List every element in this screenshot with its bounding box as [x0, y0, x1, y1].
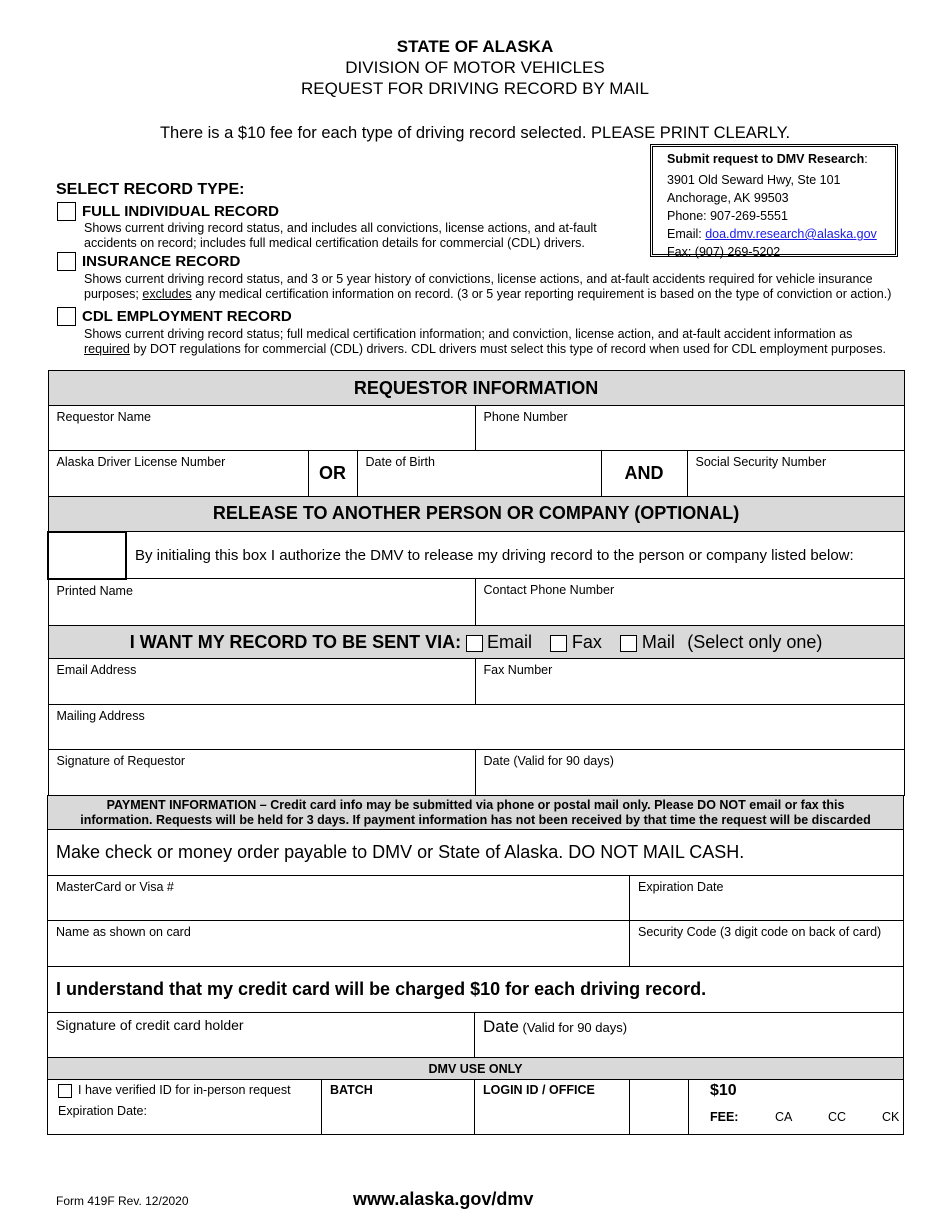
phone-number-field[interactable]: Phone Number	[475, 406, 904, 451]
submit-request-box	[650, 144, 898, 257]
fee-cc: CC	[828, 1110, 847, 1124]
form-title: STATE OF ALASKA	[396, 37, 554, 56]
cdl-record-desc-1: Shows current driving record status; full medical certification information; and conviction, license action, and at-fault accident information as	[84, 327, 853, 341]
insurance-record-desc-2: purposes; excludes any medical certification information on record. (3 or 5 year reporting requirement is based on the type of conviction or action.)	[84, 287, 892, 301]
fee-ca: CA	[775, 1110, 793, 1124]
name-on-card-field[interactable]: Name as shown on card	[48, 921, 630, 967]
requestor-heading: REQUESTOR INFORMATION	[48, 371, 904, 406]
submit-address-line1: 3901 Old Seward Hwy, Ste 101	[667, 173, 841, 187]
delivery-method-row	[48, 626, 904, 659]
cdl-record-desc-2: required by DOT regulations for commercial (CDL) drivers. CDL drivers must select this type of record when used for CDL employment purposes.	[84, 342, 886, 356]
mail-option-label: Mail	[641, 631, 675, 652]
record-type-heading: SELECT RECORD TYPE:	[56, 181, 245, 198]
insurance-record-title: INSURANCE RECORD	[82, 253, 241, 270]
payment-table	[47, 795, 904, 1135]
fee-ck: CK	[882, 1110, 900, 1124]
dmv-fee-cell	[630, 1080, 904, 1135]
fax-checkbox[interactable]	[550, 635, 567, 652]
request-form-table	[47, 370, 905, 796]
date-of-birth-field[interactable]: Date of Birth	[357, 451, 601, 497]
payment-heading-line1: PAYMENT INFORMATION – Credit card info may be submitted via phone or postal mail only. Please DO NOT email or fax this	[106, 798, 845, 812]
initials-box[interactable]	[48, 532, 126, 579]
requestor-signature-field[interactable]: Signature of Requestor	[48, 750, 475, 796]
cdl-record-title: CDL EMPLOYMENT RECORD	[82, 308, 292, 325]
dmv-use-heading: DMV USE ONLY	[48, 1058, 904, 1080]
batch-field: BATCH	[322, 1080, 475, 1135]
full-record-desc-2: accidents on record; includes full medical certification details for commercial (CDL) drivers.	[84, 236, 585, 250]
dmv-id-verification-cell	[48, 1080, 322, 1135]
dmv-expiration-label: Expiration Date:	[58, 1103, 147, 1118]
charge-acknowledgement: I understand that my credit card will be charged $10 for each driving record.	[48, 967, 904, 1013]
form-subtitle: REQUEST FOR DRIVING RECORD BY MAIL	[301, 79, 649, 98]
verified-id-checkbox[interactable]	[58, 1084, 72, 1098]
payment-info-heading	[48, 796, 904, 830]
full-record-title: FULL INDIVIDUAL RECORD	[82, 203, 279, 220]
contact-phone-field[interactable]: Contact Phone Number	[475, 579, 904, 626]
payment-heading-line2: information. Requests will be held for 3 days. If payment information has not been received by that time the request will be discarded	[80, 813, 871, 827]
and-label: AND	[601, 451, 687, 497]
fax-option-label: Fax	[571, 631, 602, 652]
fee-notice: There is a $10 fee for each type of driving record selected. PLEASE PRINT CLEARLY.	[159, 124, 791, 142]
printed-name-field[interactable]: Printed Name	[48, 579, 475, 626]
fax-number-field[interactable]: Fax Number	[475, 659, 904, 705]
release-heading: RELEASE TO ANOTHER PERSON OR COMPANY (OPTIONAL)	[48, 497, 904, 532]
fee-amount: $10	[710, 1082, 737, 1099]
select-one-note: (Select only one)	[687, 631, 823, 652]
insurance-record-checkbox[interactable]	[57, 252, 76, 271]
security-code-field[interactable]: Security Code (3 digit code on back of card)	[630, 921, 904, 967]
card-number-field[interactable]: MasterCard or Visa #	[48, 876, 630, 921]
form-number: Form 419F Rev. 12/2020	[56, 1194, 189, 1208]
release-authorization-text: By initialing this box I authorize the DMV to release my driving record to the person or company listed below:	[126, 532, 904, 579]
submit-box-title: Submit request to DMV Research	[667, 152, 865, 166]
submit-email-label: Email:	[667, 227, 706, 241]
signature-date-field[interactable]: Date (Valid for 90 days)	[475, 750, 904, 796]
dmv-website[interactable]: www.alaska.gov/dmv	[353, 1189, 534, 1209]
or-label: OR	[308, 451, 357, 497]
full-record-checkbox[interactable]	[57, 202, 76, 221]
email-checkbox[interactable]	[466, 635, 483, 652]
submit-fax: Fax: (907) 269-5202	[667, 245, 781, 259]
submit-address-line2: Anchorage, AK 99503	[667, 191, 789, 205]
cdl-record-checkbox[interactable]	[57, 307, 76, 326]
insurance-record-desc-1: Shows current driving record status, and 3 or 5 year history of convictions, license actions, and at-fault accidents required for vehicle insurance	[84, 272, 873, 286]
fee-label: FEE:	[710, 1110, 739, 1124]
submit-box-colon: :	[864, 152, 868, 166]
email-address-field[interactable]: Email Address	[48, 659, 475, 705]
full-record-desc-1: Shows current driving record status, and includes all convictions, license actions, and at-fault	[84, 221, 597, 235]
card-signature-date-field[interactable]: Date (Valid for 90 days)	[475, 1013, 904, 1058]
card-expiration-field[interactable]: Expiration Date	[630, 876, 904, 921]
verified-id-label: I have verified ID for in-person request	[78, 1083, 291, 1097]
card-holder-signature-field[interactable]: Signature of credit card holder	[48, 1013, 475, 1058]
submit-phone: Phone: 907-269-5551	[667, 209, 788, 223]
division-title: DIVISION OF MOTOR VEHICLES	[345, 58, 605, 77]
requestor-name-field[interactable]: Requestor Name	[48, 406, 475, 451]
login-office-field: LOGIN ID / OFFICE	[475, 1080, 630, 1135]
mail-checkbox[interactable]	[620, 635, 637, 652]
submit-email-link[interactable]: doa.dmv.research@alaska.gov	[705, 227, 877, 241]
email-option-label: Email	[486, 631, 532, 652]
license-number-field[interactable]: Alaska Driver License Number	[48, 451, 308, 497]
delivery-heading: I WANT MY RECORD TO BE SENT VIA:	[129, 631, 462, 652]
check-payable-note: Make check or money order payable to DMV or State of Alaska. DO NOT MAIL CASH.	[48, 830, 904, 876]
ssn-field[interactable]: Social Security Number	[687, 451, 904, 497]
mailing-address-field[interactable]: Mailing Address	[48, 705, 904, 750]
